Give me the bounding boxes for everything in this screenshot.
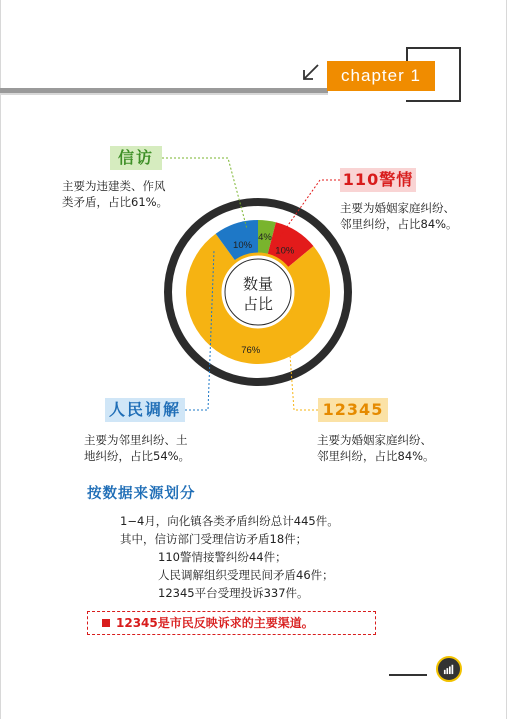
desc-12345 [317, 432, 467, 464]
pie-value-label-1: 10% [275, 245, 295, 257]
desc-renmin-line1: 主要为邻里纠纷、土 [84, 433, 188, 447]
desc-xinfang-line2: 类矛盾，占比61%。 [62, 195, 169, 209]
summary-line-3: 110警情接警纠纷44件； [158, 550, 287, 564]
chapter-label: chapter 1 [327, 61, 435, 91]
tag-12345: 12345 [318, 398, 388, 422]
highlight-callout [87, 611, 376, 635]
footer-rule [389, 674, 427, 676]
red-square-icon [102, 619, 110, 627]
pie-value-label-0: 4% [258, 231, 272, 243]
desc-12345-line2: 邻里纠纷，占比84%。 [317, 449, 435, 463]
desc-xinfang-line1: 主要为违建类、作风 [62, 179, 166, 193]
highlight-text: 12345是市民反映诉求的主要渠道。 [116, 616, 314, 630]
summary-line-4: 人民调解组织受理民间矛盾46件； [158, 568, 334, 582]
desc-12345-line1: 主要为婚姻家庭纠纷、 [317, 433, 432, 447]
section-title: 按数据来源划分 [87, 486, 196, 502]
desc-xinfang [62, 178, 202, 210]
center-label-line2: 占比 [242, 295, 274, 313]
summary-line-2: 其中，信访部门受理信访矛盾18件； [120, 532, 308, 546]
tag-xinfang: 信访 [110, 146, 162, 170]
bar-chart-icon [436, 656, 462, 682]
pie-value-label-2: 76% [241, 345, 261, 357]
tag-110: 110警情 [340, 168, 416, 192]
desc-renmin [84, 432, 224, 464]
desc-110-line1: 主要为婚姻家庭纠纷、 [340, 201, 455, 215]
tag-renmin: 人民调解 [105, 398, 185, 422]
pie-value-label-3: 10% [233, 239, 253, 251]
desc-110 [340, 200, 490, 232]
desc-renmin-line2: 地纠纷，占比54%。 [84, 449, 191, 463]
summary-line-5: 12345平台受理投诉337件。 [158, 586, 309, 600]
desc-110-line2: 邻里纠纷，占比84%。 [340, 217, 458, 231]
summary-line-1: 1−4月，向化镇各类矛盾纠纷总计445件。 [120, 514, 339, 528]
center-label-line1: 数量 [242, 275, 274, 293]
